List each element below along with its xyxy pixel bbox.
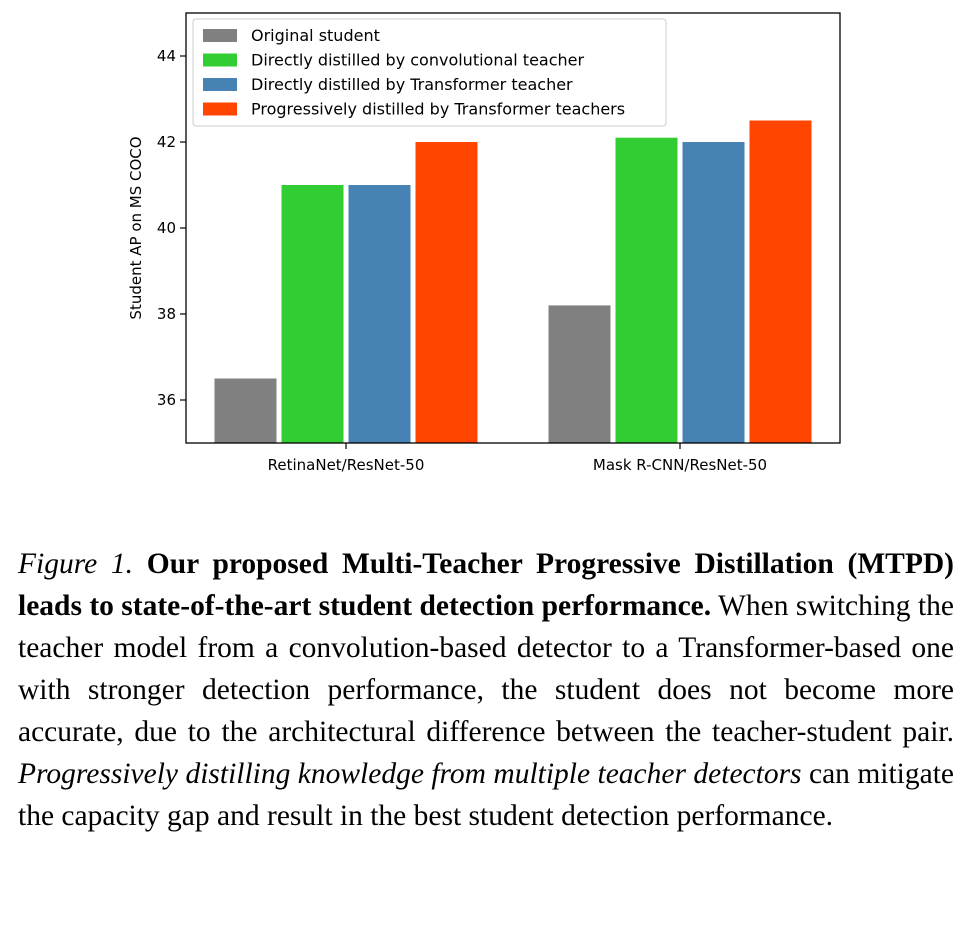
legend-swatch-1 bbox=[203, 29, 237, 42]
caption-text-2: can mitigate the capacity gap and result in the best student detection performance. bbox=[18, 758, 955, 832]
legend-swatch-2 bbox=[203, 54, 237, 67]
caption-italic-text: Progressively distilling knowledge from multiple teacher detectors bbox=[18, 758, 802, 790]
figure-caption bbox=[18, 543, 954, 837]
bar-4-1 bbox=[416, 142, 478, 443]
legend-swatch-3 bbox=[203, 78, 237, 91]
legend bbox=[193, 19, 666, 126]
legend-label-3: Directly distilled by Transformer teacher bbox=[251, 75, 573, 94]
legend-label-1: Original student bbox=[251, 26, 380, 45]
legend-label-4: Progressively distilled by Transformer teachers bbox=[251, 99, 626, 119]
legend-swatch-4 bbox=[203, 103, 237, 116]
caption-bold-text: Our proposed Multi-Teacher Progressive Distillation (MTPD) leads to state-of-the-art student detection performance. bbox=[18, 548, 955, 622]
y-tick-label: 38 bbox=[156, 305, 176, 323]
y-tick-label: 44 bbox=[156, 47, 176, 65]
y-tick-label: 42 bbox=[156, 133, 176, 151]
caption-text-1: When switching the teacher model from a convolution-based detector to a Transformer-based one with stronger detection performance, the student does not become more accurate, due to the architectural difference between the teacher-student pair. bbox=[18, 590, 954, 748]
x-tick-label: RetinaNet/ResNet-50 bbox=[267, 456, 425, 474]
bar-3-1 bbox=[349, 185, 411, 443]
figure-label: Figure 1. bbox=[18, 548, 134, 580]
bar-3-2 bbox=[683, 142, 745, 443]
bar-1-2 bbox=[549, 305, 611, 443]
y-tick-label: 40 bbox=[156, 219, 176, 237]
bars-group bbox=[215, 121, 812, 444]
bar-2-1 bbox=[282, 185, 344, 443]
y-axis-label: Student AP on MS COCO bbox=[127, 136, 145, 320]
bar-1-1 bbox=[215, 379, 277, 444]
x-tick-label: Mask R-CNN/ResNet-50 bbox=[592, 456, 768, 474]
y-axis bbox=[157, 47, 186, 409]
bar-2-2 bbox=[616, 138, 678, 443]
bar-4-2 bbox=[750, 121, 812, 444]
legend-label-2: Directly distilled by convolutional teacher bbox=[251, 50, 585, 70]
x-axis bbox=[268, 443, 767, 474]
y-tick-label: 36 bbox=[156, 391, 176, 409]
